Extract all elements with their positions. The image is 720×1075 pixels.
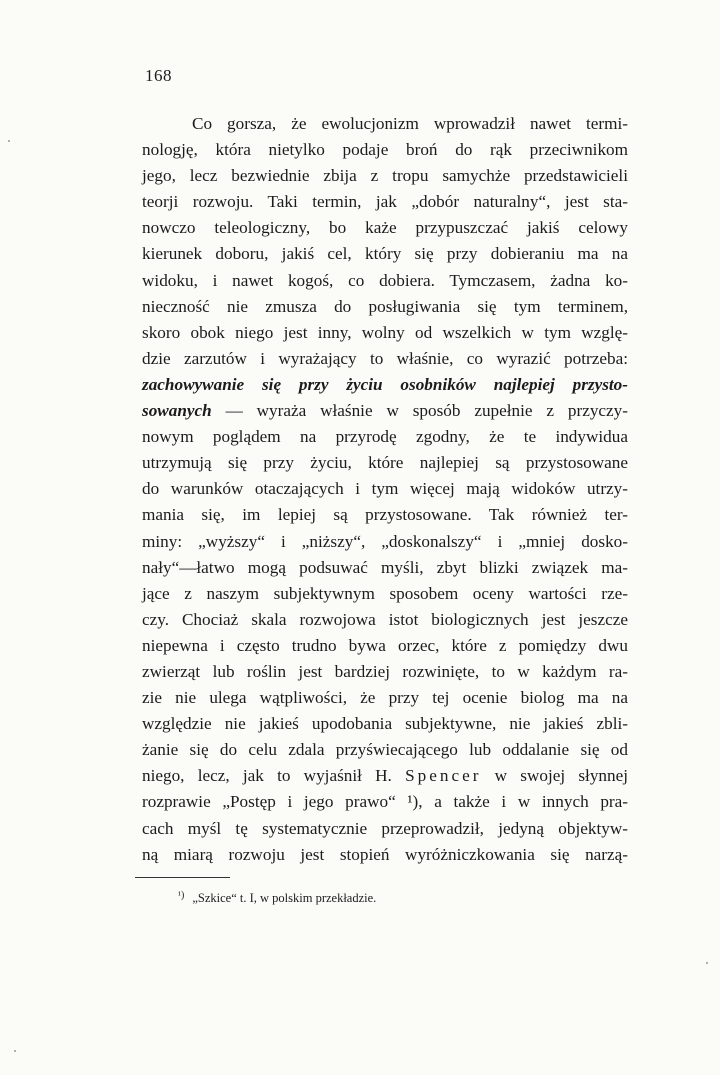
text-line: Co gorsza, że ewolucjonizm wprowadził nawet termi- (192, 114, 628, 133)
text-line: niepewna i często trudno bywa orzec, które z pomiędzy dwu (142, 635, 628, 655)
text-line: skoro obok niego jest inny, wolny od wszelkich w tym wzglę- (142, 322, 628, 342)
text-line: zie nie ulega wątpliwości, że przy tej ocenie biolog ma na (142, 688, 628, 708)
text-line: nowczo teleologiczny, bo każe przypuszczać jakiś celowy (142, 218, 628, 238)
text-line: utrzymują się przy życiu, które najlepiej są przystosowane (142, 453, 628, 473)
text-segment: — wyraża właśnie w sposób zupełnie z przyczy- (211, 401, 628, 421)
text-line (142, 789, 628, 815)
text-line: czy. Chociaż skala rozwojowa istot biologicznych jest jeszcze (142, 609, 628, 629)
text-line: do warunków otaczających i tym więcej mają widoków utrzy- (142, 479, 628, 499)
text-line: względzie nie jakieś upodobania subjektywne, nie jakieś zbli- (142, 714, 628, 734)
text-line: miny: „wyższy“ i „niższy“, „doskonalszy“ i „mniej dosko- (142, 531, 628, 551)
text-line: nowym poglądem na przyrodę zgodny, że te indywidua (142, 427, 628, 447)
text-line (142, 763, 628, 789)
footnote-text: „Szkice“ t. I, w polskim przekładzie. (192, 891, 377, 905)
text-line: nały“—łatwo mogą podsuwać myśli, zbyt blizki związek ma- (142, 557, 628, 577)
text-segment: rozprawie „Postęp i jego prawo“ (142, 792, 408, 812)
footnote-reference: ¹ (407, 792, 413, 812)
body-text (142, 111, 628, 868)
text-line: nologję, która nietylko podaje broń do rąk przeciwnikom (142, 140, 628, 160)
footnote-mark: ¹) (178, 890, 185, 901)
text-line: kierunek doboru, jakiś cel, który się przy dobieraniu ma na (142, 244, 628, 264)
spaced-name: Spencer (405, 766, 482, 786)
text-line: teorji rozwoju. Taki termin, jak „dobór naturalny“, jest sta- (142, 192, 628, 212)
text-line: dzie zarzutów i wyrażający to właśnie, co wyrazić potrzeba: (142, 348, 628, 368)
page-number: 168 (145, 66, 172, 85)
emphasized-word: sowanych (142, 401, 212, 421)
text-line: nieczność nie zmusza do posługiwania się tym terminem, (142, 296, 628, 316)
text-line: mania się, im lepiej są przystosowane. Tak również ter- (142, 505, 628, 525)
emphasized-text-line: zachowywanie się przy życiu osobników najlepiej przysto- (142, 374, 628, 394)
text-line: widoku, i nawet kogoś, co dobiera. Tymczasem, żadna ko- (142, 270, 628, 290)
text-segment: w swojej słynnej (481, 766, 629, 786)
text-line: jące z naszym subjektywnym sposobem oceny wartości rze- (142, 583, 628, 603)
text-line: żanie się do celu zdala przyświecającego lub oddalanie się od (142, 740, 628, 760)
text-line: ną miarą rozwoju jest stopień wyróżniczkowania się narzą- (142, 844, 628, 864)
paper-speck (14, 1050, 16, 1052)
text-line: jego, lecz bezwiednie zbija z tropu samychże przedstawicieli (142, 166, 628, 186)
text-line: cach myśl tę systematycznie przeprowadził, jedyną objektyw- (142, 818, 628, 838)
text-line: zwierząt lub roślin jest bardziej rozwinięte, to w każdym ra- (142, 661, 628, 681)
text-line (142, 398, 628, 424)
text-segment: niego, lecz, jak to wyjaśnił H. (142, 766, 406, 786)
footnote-divider (135, 877, 230, 878)
text-segment: ), a także i w innych pra- (412, 792, 628, 812)
footnote (178, 891, 376, 906)
paper-speck (706, 962, 708, 964)
paper-speck (8, 140, 10, 142)
